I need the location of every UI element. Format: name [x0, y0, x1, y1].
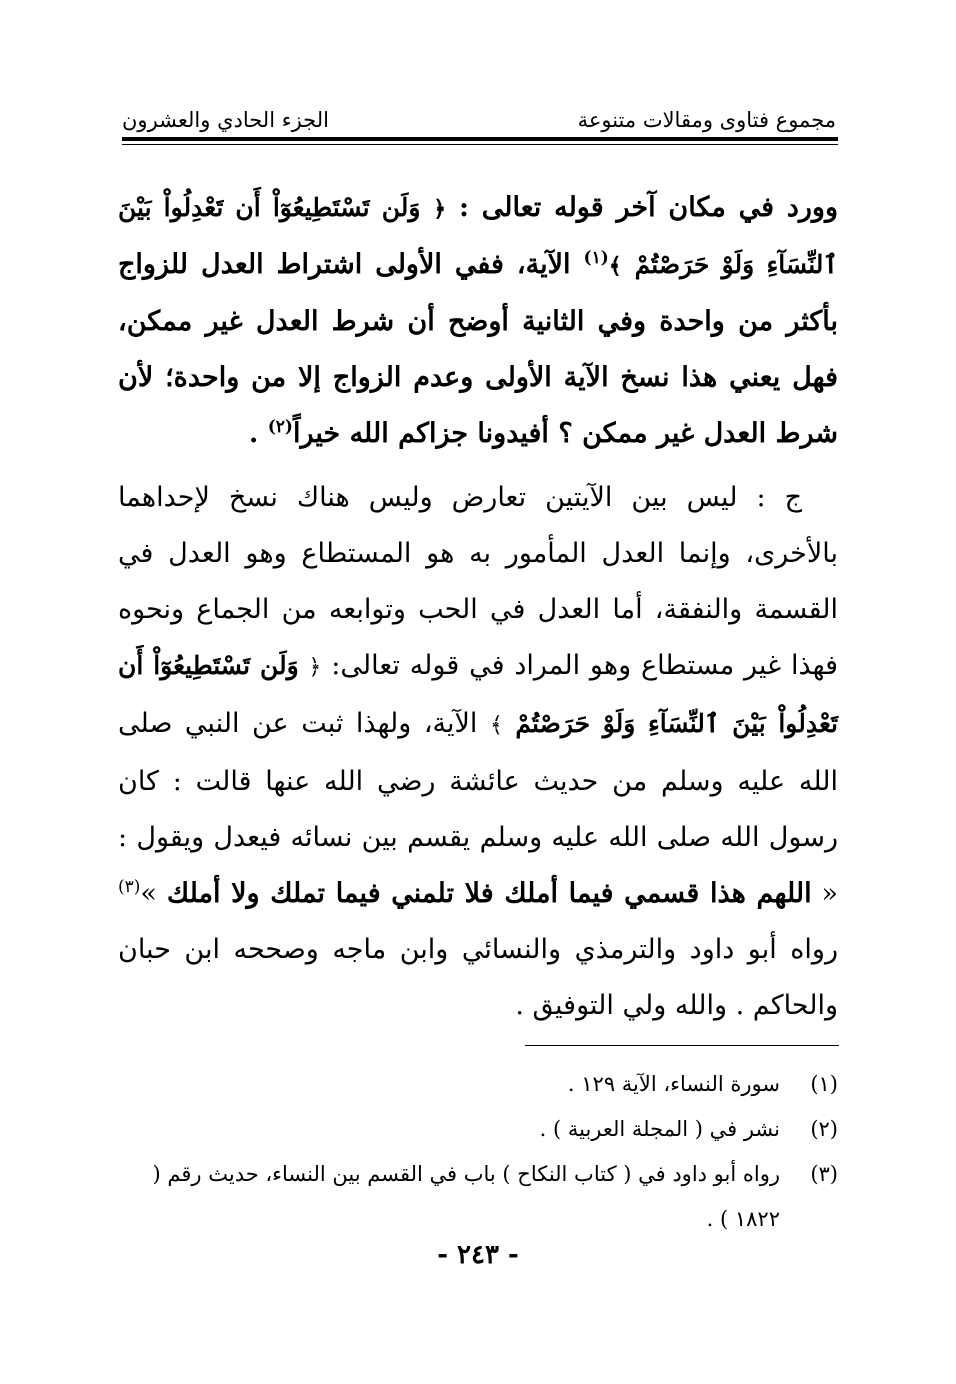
footnote-number: (٣)	[810, 1162, 838, 1186]
answer-ending: رواه أبو داود والترمذي والنسائي وابن ماجه وصححه ابن حبان والحاكم . والله ولي التوفيق .	[118, 934, 838, 1021]
verse-open-bracket: ﴿	[433, 196, 447, 222]
footnote-item	[112, 1107, 838, 1152]
answer-paragraph	[118, 470, 838, 1034]
footnote-text: رواه أبو داود في ( كتاب النكاح ) باب في القسم بين النساء، حديث رقم ( ١٨٢٢ ) .	[152, 1162, 780, 1231]
footnote-ref-2: (٢)	[267, 417, 293, 437]
quran-verse: وَلَن تَسْتَطِيعُوٓاْ أَن تَعْدِلُواْ بَيْنَ ٱلنِّسَآءِ وَلَوْ حَرَصْتُمْ	[118, 651, 838, 738]
question-body: الآية، ففي الأولى اشتراط العدل للزواج بأكثر من واحدة وفي الثانية أوضح أن شرط العدل غير ممكن، فهل يعني هذا نسخ الآية الأولى وعدم الزواج إلا من واحدة؛ لأن شرط العدل غير ممكن ؟ أفيدونا جزاكم الله خيراً	[118, 249, 838, 449]
footnote-number: (١)	[810, 1072, 838, 1096]
footnotes	[112, 1062, 838, 1242]
question-paragraph	[118, 180, 838, 462]
answer-intro: ج : ليس بين الآيتين تعارض وليس هناك نسخ لإحداهما بالأخرى، وإنما العدل المأمور به هو المستطاع وهو العدل في القسمة والنفقة، أما العدل في الحب وتوابعه من الجماع ونحوه فهذا غير مستطاع وهو المراد في قوله تعالى:	[118, 482, 838, 681]
answer-body: الآية، ولهذا ثبت عن النبي صلى الله عليه وسلم من حديث عائشة رضي الله عنها قالت : كان رسول الله صلى الله عليه وسلم يقسم بين نسائه فيعدل ويقول :	[118, 708, 838, 853]
footnote-ref-1: (١)	[583, 248, 609, 268]
quote-open: «	[821, 878, 838, 909]
main-text	[118, 180, 838, 1034]
footnote-separator	[525, 1045, 839, 1046]
footnote-number: (٢)	[810, 1117, 838, 1141]
book-title: مجموع فتاوى ومقالات متنوعة	[577, 108, 836, 132]
header-rule-thick	[122, 137, 838, 141]
running-header	[122, 92, 836, 132]
footnote-text: نشر في ( المجلة العربية ) .	[539, 1117, 780, 1141]
question-end: .	[248, 418, 259, 449]
footnote-item	[112, 1062, 838, 1107]
page-number: - ٢٤٣ -	[437, 1240, 519, 1270]
verse-close-bracket: ﴾	[489, 713, 503, 738]
verse-open-bracket: ﴿	[308, 655, 322, 680]
quran-verse: وَلَن تَسْتَطِيعُوٓاْ أَن تَعْدِلُواْ بَيْنَ ٱلنِّسَآءِ وَلَوْ حَرَصْتُمْ	[118, 193, 838, 279]
volume-label: الجزء الحادي والعشرون	[122, 108, 329, 132]
footnote-ref-3: (٣)	[118, 877, 141, 897]
footnote-item	[112, 1152, 838, 1242]
question-intro: وورد في مكان آخر قوله تعالى :	[459, 192, 838, 223]
hadith-text: اللهم هذا قسمي فيما أملك فلا تلمني فيما تملك ولا أملك	[166, 878, 812, 909]
header-rule-thin	[122, 144, 838, 145]
verse-close-bracket: ﴾	[608, 253, 622, 279]
quote-close: »	[140, 878, 157, 909]
footnote-text: سورة النساء، الآية ١٢٩ .	[567, 1072, 780, 1096]
